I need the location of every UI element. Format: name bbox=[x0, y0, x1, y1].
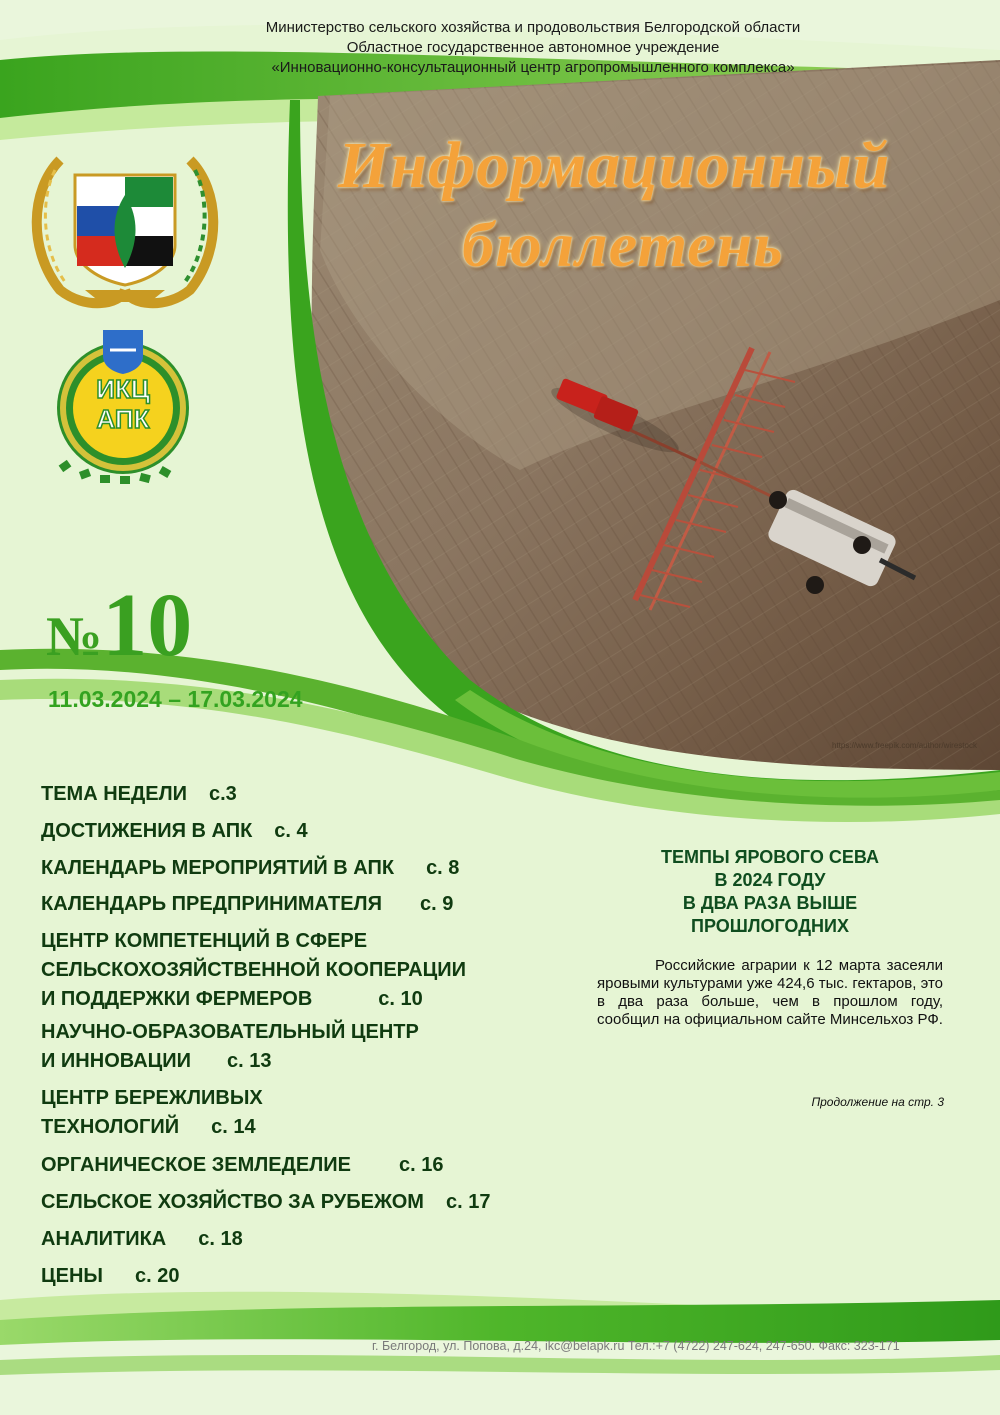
toc-page: с.3 bbox=[209, 783, 237, 805]
toc-page: с. 8 bbox=[426, 857, 460, 879]
lead-headline: ТЕМПЫ ЯРОВОГО СЕВА В 2024 ГОДУ В ДВА РАЗА ВЫШЕ ПРОШЛОГОДНИХ bbox=[661, 847, 879, 936]
photo-credit: https://www.freepik.com/author/wirestock bbox=[832, 741, 977, 750]
toc-page: с. 17 bbox=[445, 1191, 491, 1213]
toc-page: с. 20 bbox=[134, 1265, 180, 1287]
header-line-1: Министерство сельского хозяйства и продовольствия Белгородской области bbox=[265, 19, 801, 36]
toc-item[interactable]: НАУЧНО-ОБРАЗОВАТЕЛЬНЫЙ ЦЕНТР И ИННОВАЦИИ с. 13 bbox=[41, 1021, 419, 1072]
header-line-2: Областное государственное автономное учреждение bbox=[346, 39, 720, 56]
toc-page: с. 14 bbox=[211, 1116, 256, 1138]
issue-dates: 11.03.2024 – 17.03.2024 bbox=[48, 686, 303, 712]
logo-text: ИКЦ bbox=[96, 374, 150, 404]
bulletin-title-line-2: бюллетень bbox=[462, 209, 784, 280]
header-line-3: «Инновационно-консультационный центр агропромышленного комплекса» bbox=[271, 59, 795, 76]
toc-page: с. 18 bbox=[198, 1228, 243, 1250]
toc-item[interactable]: КАЛЕНДАРЬ ПРЕДПРИНИМАТЕЛЯ с. 9 bbox=[41, 893, 454, 915]
coat-of-arms-emblem bbox=[37, 160, 214, 303]
toc-page: с. 13 bbox=[227, 1050, 272, 1072]
bulletin-title-line-1: Информационный bbox=[338, 129, 891, 202]
toc-page: с. 4 bbox=[274, 820, 308, 842]
toc-item[interactable]: ТЕМА НЕДЕЛИ с.3 bbox=[41, 783, 237, 805]
toc-item[interactable]: СЕЛЬСКОЕ ХОЗЯЙСТВО ЗА РУБЕЖОМ с. 17 bbox=[41, 1191, 491, 1213]
toc-item[interactable]: ЦЕНЫ с. 20 bbox=[41, 1265, 180, 1287]
continued-link[interactable]: Продолжение на стр. 3 bbox=[811, 1095, 944, 1109]
issue-number bbox=[46, 574, 192, 677]
ministry-header bbox=[0, 18, 1000, 78]
toc-page: с. 16 bbox=[398, 1154, 444, 1176]
issue-number-value: 10 bbox=[102, 576, 193, 675]
toc-item[interactable]: АНАЛИТИКА с. 18 bbox=[41, 1228, 243, 1250]
toc-item[interactable]: ЦЕНТР БЕРЕЖЛИВЫХ ТЕХНОЛОГИЙ с. 14 bbox=[41, 1087, 263, 1138]
toc-item[interactable]: ДОСТИЖЕНИЯ В АПК с. 4 bbox=[41, 820, 308, 842]
number-sign: № bbox=[46, 606, 103, 668]
toc-page: с. 10 bbox=[378, 988, 423, 1010]
toc-item[interactable]: КАЛЕНДАРЬ МЕРОПРИЯТИЙ В АПК с. 8 bbox=[41, 857, 460, 879]
svg-text:АПК: АПК bbox=[96, 404, 150, 434]
ikc-apk-logo bbox=[57, 330, 189, 484]
toc-page: с. 9 bbox=[419, 893, 454, 915]
footer-contacts: г. Белгород, ул. Попова, д.24, ikc@belapk.ru Тел.:+7 (4722) 247-624, 247-650. Факс: 323-171 bbox=[372, 1339, 900, 1353]
toc-item[interactable]: ОРГАНИЧЕСКОЕ ЗЕМЛЕДЕЛИЕ с. 16 bbox=[41, 1154, 444, 1176]
lead-paragraph: Российские аграрии к 12 марта засеяли яровыми культурами уже 424,6 тыс. гектаров, это в два раза больше, чем в прошлом году, сообщил на официальном сайте Минсельхоз РФ. bbox=[597, 957, 943, 1028]
toc-item[interactable]: ЦЕНТР КОМПЕТЕНЦИЙ В СФЕРЕ СЕЛЬСКОХОЗЯЙСТВЕННОЙ КООПЕРАЦИИ И ПОДДЕРЖКИ ФЕРМЕРОВ с. 10 bbox=[41, 930, 467, 1010]
